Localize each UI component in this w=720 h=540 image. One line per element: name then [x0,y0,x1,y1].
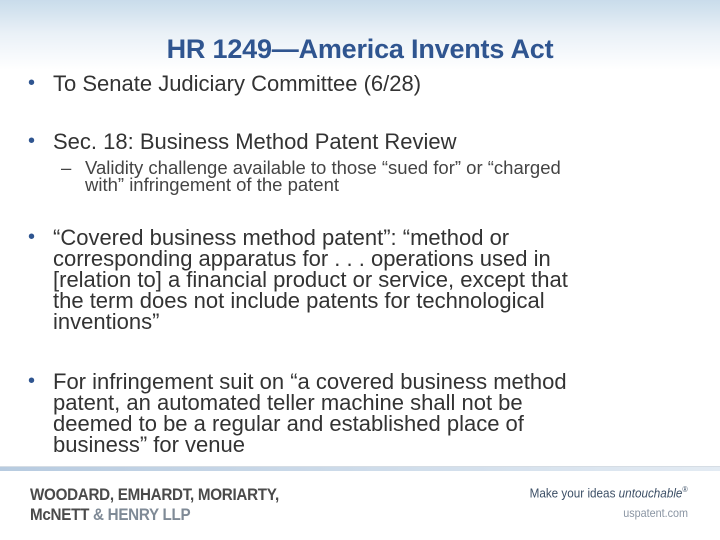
bullet-line: For infringement suit on “a covered business method [53,369,567,394]
bullet-sec-18 [28,131,683,152]
bullet-line: corresponding apparatus for . . . operations used in [53,246,551,271]
footer-divider [0,467,720,471]
registered-mark: ® [682,485,688,494]
firm-name-line-2 [30,505,279,525]
tagline-emphasis: untouchable [618,485,683,501]
bullet-covered-business-method [28,227,683,332]
bullet-line: business” for venue [53,432,245,457]
sub-bullet-marker: – [61,157,72,178]
bullet-line: deemed to be a regular and established place of [53,411,524,436]
bullet-infringement-venue [28,371,683,455]
slide-title: HR 1249—America Invents Act [166,34,554,64]
bullet-text: Sec. 18: Business Method Patent Review [53,129,457,154]
bullet-marker: • [28,72,36,94]
bullet-line: the term does not include patents for technological [53,288,545,313]
bullet-line: [relation to] a financial product or service, except that [53,267,568,292]
firm-logo [30,485,279,525]
bullet-line: patent, an automated teller machine shall not be [53,390,523,415]
sub-bullet-line: Validity challenge available to those “sued for” or “charged [85,157,561,178]
firm-name-henry: & HENRY LLP [93,506,191,524]
bullet-marker: • [28,130,36,152]
bullet-marker: • [28,226,36,248]
bullet-marker: • [28,370,36,392]
bullet-text: To Senate Judiciary Committee (6/28) [53,71,422,96]
tagline-prefix: Make your ideas [529,485,619,501]
sub-bullet-validity-challenge [61,159,691,193]
firm-website: uspatent.com [623,506,688,520]
firm-name-line-1: WOODARD, EMHARDT, MORIARTY, [30,486,279,504]
sub-bullet-line: with” infringement of the patent [85,174,340,195]
bullet-line: “Covered business method patent”: “method or [53,225,510,250]
firm-tagline [530,485,688,500]
bullet-line: inventions” [53,309,160,334]
bullet-senate-committee [28,73,683,94]
slide-footer [0,466,720,540]
firm-name-mcnett: McNETT [30,506,90,524]
